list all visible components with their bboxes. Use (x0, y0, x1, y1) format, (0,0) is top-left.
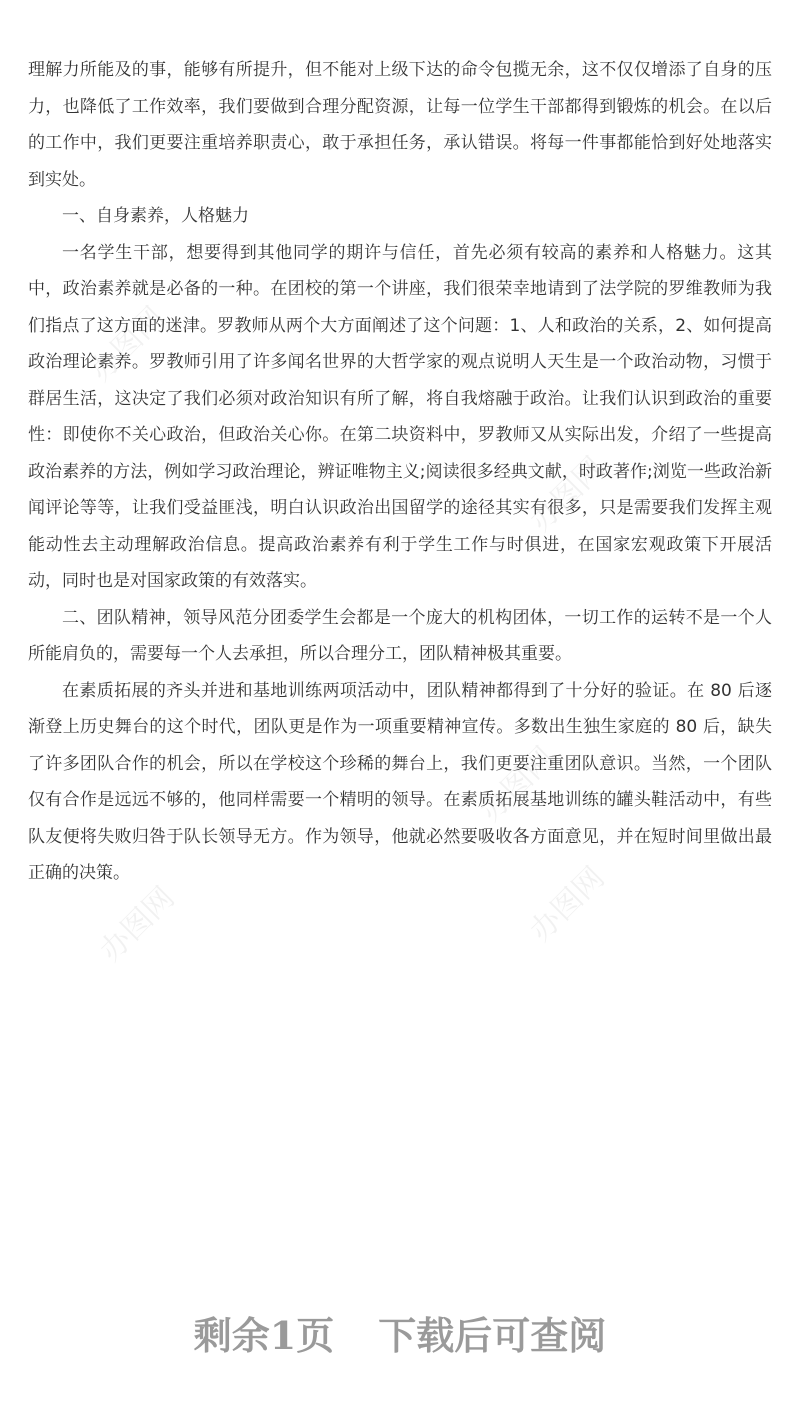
watermark: 办图网 (93, 880, 182, 969)
paragraph-political-quality: 一名学生干部，想要得到其他同学的期许与信任，首先必须有较高的素养和人格魅力。这其中，政治素养就是必备的一种。在团校的第一个讲座，我们很荣幸地请到了法学院的罗维教师为我们指点了这方面的迷津。罗教师从两个大方面阐述了这个问题：1、人和政治的关系，2、如何提高政治理论素养。罗教师引用了许多闻名世界的大哲学家的观点说明人天生是一个政治动物，习惯于群居生活，这决定了我们必须对政治知识有所了解，将自我熔融于政治。让我们认识到政治的重要性：即使你不关心政治，但政治关心你。在第二块资料中，罗教师又从实际出发，介绍了一些提高政治素养的方法，例如学习政治理论，辨证唯物主义;阅读很多经典文献，时政著作;浏览一些政治新闻评论等等，让我们受益匪浅，明白认识政治出国留学的途径其实有很多，只是需要我们发挥主观能动性去主动理解政治信息。提高政治素养有利于学生工作与时俱进，在国家宏观政策下开展活动，同时也是对国家政策的有效落实。 (28, 242, 772, 591)
watermark: 办图网 (473, 740, 562, 829)
watermark: 办图网 (83, 300, 172, 389)
download-to-view-label: 下载后可查阅 (378, 1313, 607, 1358)
watermark: 办图网 (523, 860, 612, 949)
document-body (28, 52, 772, 892)
section-heading-self-quality: 一、自身素养，人格魅力 (62, 206, 249, 226)
remaining-pages-label: 剩余1页 (193, 1313, 335, 1358)
paragraph-intro: 理解力所能及的事，能够有所提升，但不能对上级下达的命令包揽无余，这不仅仅增添了自身的压力，也降低了工作效率，我们要做到合理分配资源，让每一位学生干部都得到锻炼的机会。在以后的工作中，我们更要注重培养职责心，敢于承担任务，承认错误。将每一件事都能恰到好处地落实到实处。 (28, 60, 772, 190)
paragraph-team-activities: 在素质拓展的齐头并进和基地训练两项活动中，团队精神都得到了十分好的验证。在 80 后逐渐登上历史舞台的这个时代，团队更是作为一项重要精神宣传。多数出生独生家庭的 80 后，缺失了许多团队合作的机会，所以在学校这个珍稀的舞台上，我们更要注重团队意识。当然，一个团队仅有合作是远远不够的，他同样需要一个精明的领导。在素质拓展基地训练的罐头鞋活动中，有些队友便将失败归咎于队长领导无方。作为领导，他就必然要吸收各方面意见，并在短时间里做出最正确的决策。 (28, 680, 772, 883)
download-prompt[interactable] (0, 1308, 800, 1364)
paragraph-team-spirit-heading: 二、团队精神，领导风范分团委学生会都是一个庞大的机构团体，一切工作的运转不是一个人所能肩负的，需要每一个人去承担，所以合理分工，团队精神极其重要。 (28, 607, 772, 664)
watermark: 办图网 (523, 450, 612, 539)
